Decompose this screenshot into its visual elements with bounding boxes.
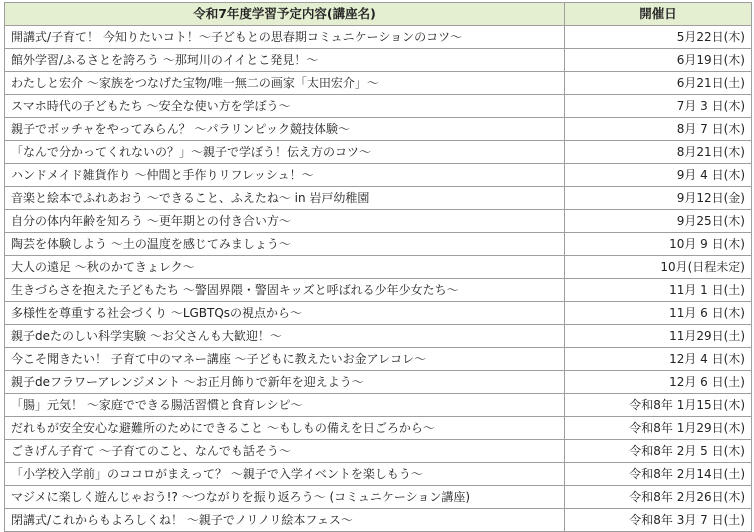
table-row	[5, 394, 752, 417]
course-title-cell: だれもが安全安心な避難所のためにできること ～もしもの備えを日ごろから～	[5, 417, 565, 440]
course-title-cell: 自分の体内年齢を知ろう ～更年期との付き合い方～	[5, 210, 565, 233]
course-date-cell: 10月(日程未定)	[565, 256, 752, 279]
table-row	[5, 210, 752, 233]
course-date-cell: 令和8年 2月26日(木)	[565, 486, 752, 509]
course-title-cell: 開講式/子育て！ 今知りたいコト！～子どもとの思春期コミュニケーションのコツ～	[5, 26, 565, 49]
course-title-cell: 「腸」元気！ ～家庭でできる腸活習慣と食育レシピ～	[5, 394, 565, 417]
course-date-cell: 7月 3 日(木)	[565, 95, 752, 118]
course-date-cell: 令和8年 2月14日(土)	[565, 463, 752, 486]
course-title-cell: 陶芸を体験しよう ～土の温度を感じてみましょう～	[5, 233, 565, 256]
table-row	[5, 141, 752, 164]
course-date-cell: 11月 6 日(木)	[565, 302, 752, 325]
course-title-cell: ハンドメイド雑貨作り ～仲間と手作りリフレッシュ！～	[5, 164, 565, 187]
course-title-cell: 館外学習/ふるさとを誇ろう ～那珂川のイイとこ発見！～	[5, 49, 565, 72]
table-row	[5, 417, 752, 440]
table-row	[5, 26, 752, 49]
course-title-cell: 親子deフラワーアレンジメント ～お正月飾りで新年を迎えよう～	[5, 371, 565, 394]
course-title-cell: 音楽と絵本でふれあおう ～できること、ふえたね～ in 岩戸幼稚園	[5, 187, 565, 210]
header-row	[5, 3, 752, 26]
table-row	[5, 371, 752, 394]
table-row	[5, 463, 752, 486]
course-date-cell: 令和8年 1月29日(木)	[565, 417, 752, 440]
course-date-cell: 12月 4 日(木)	[565, 348, 752, 371]
course-date-cell: 令和8年 2月 5 日(木)	[565, 440, 752, 463]
table-row	[5, 256, 752, 279]
table-row	[5, 348, 752, 371]
course-title-cell: 今こそ聞きたい！ 子育て中のマネー講座 ～子どもに教えたいお金アレコレ～	[5, 348, 565, 371]
table-row	[5, 233, 752, 256]
course-title-cell: 閉講式/これからもよろしくね！ ～親子でノリノリ絵本フェス～	[5, 509, 565, 532]
course-name-header: 令和7年度学習予定内容(講座名)	[5, 3, 565, 26]
date-header: 開催日	[565, 3, 752, 26]
course-date-cell: 8月 7 日(木)	[565, 118, 752, 141]
course-date-cell: 令和8年 3月 7 日(土)	[565, 509, 752, 532]
table-row	[5, 118, 752, 141]
course-title-cell: 親子deたのしい科学実験 ～お父さんも大歓迎！～	[5, 325, 565, 348]
table-row	[5, 49, 752, 72]
course-title-cell: 生きづらさを抱えた子どもたち ～警固界隈・警固キッズと呼ばれる少年少女たち～	[5, 279, 565, 302]
course-schedule-table	[4, 2, 752, 532]
course-date-cell: 9月 4 日(木)	[565, 164, 752, 187]
course-date-cell: 6月21日(土)	[565, 72, 752, 95]
table-row	[5, 187, 752, 210]
table-header	[5, 3, 752, 26]
table-body	[5, 26, 752, 532]
table-row	[5, 325, 752, 348]
table-row	[5, 95, 752, 118]
table-row	[5, 509, 752, 532]
table-row	[5, 72, 752, 95]
course-date-cell: 令和8年 1月15日(木)	[565, 394, 752, 417]
course-title-cell: 「なんで分かってくれないの？」～親子で学ぼう！伝え方のコツ～	[5, 141, 565, 164]
table-row	[5, 164, 752, 187]
course-title-cell: スマホ時代の子どもたち ～安全な使い方を学ぼう～	[5, 95, 565, 118]
course-date-cell: 9月12日(金)	[565, 187, 752, 210]
course-title-cell: わたしと宏介 ～家族をつなげた宝物/唯一無二の画家「太田宏介」～	[5, 72, 565, 95]
course-date-cell: 12月 6 日(土)	[565, 371, 752, 394]
course-date-cell: 6月19日(木)	[565, 49, 752, 72]
course-title-cell: ごきげん子育て ～子育てのこと、なんでも話そう～	[5, 440, 565, 463]
course-title-cell: 大人の遠足 ～秋のかてきょレク～	[5, 256, 565, 279]
course-date-cell: 10月 9 日(木)	[565, 233, 752, 256]
course-date-cell: 5月22日(木)	[565, 26, 752, 49]
course-title-cell: 親子でボッチャをやってみらん？ ～パラリンピック競技体験～	[5, 118, 565, 141]
table-row	[5, 440, 752, 463]
course-title-cell: 多様性を尊重する社会づくり ～LGBTQsの視点から～	[5, 302, 565, 325]
course-title-cell: 「小学校入学前」のココロがまえって？ ～親子で入学イベントを楽しもう～	[5, 463, 565, 486]
course-date-cell: 8月21日(木)	[565, 141, 752, 164]
table-row	[5, 486, 752, 509]
table-row	[5, 279, 752, 302]
course-title-cell: マジメに楽しく遊んじゃおう!? ～つながりを振り返ろう～ (コミュニケーション講座)	[5, 486, 565, 509]
course-date-cell: 11月29日(土)	[565, 325, 752, 348]
course-date-cell: 11月 1 日(土)	[565, 279, 752, 302]
table-row	[5, 302, 752, 325]
course-date-cell: 9月25日(木)	[565, 210, 752, 233]
